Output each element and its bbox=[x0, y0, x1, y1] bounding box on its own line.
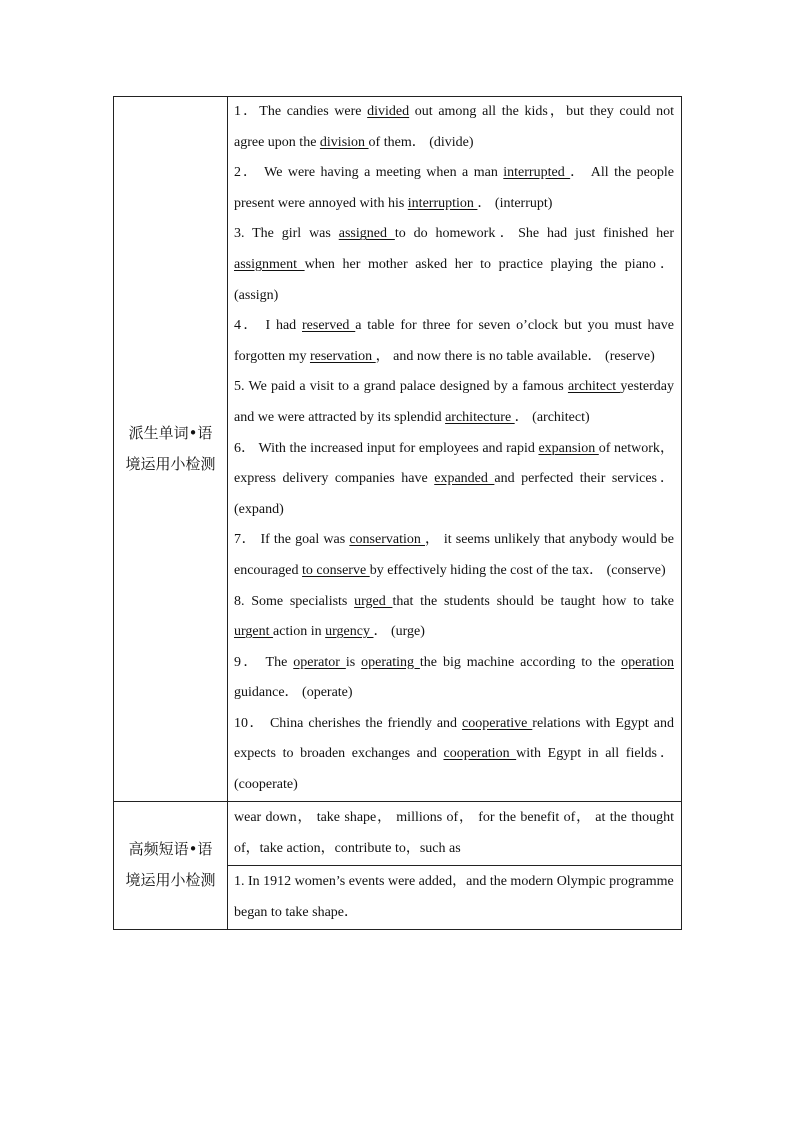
sentence-text: 7． If the goal was bbox=[234, 532, 350, 548]
answer-blank: take shape bbox=[285, 905, 345, 921]
answer-blank: urged bbox=[354, 593, 393, 609]
answer-blank: architecture bbox=[445, 409, 515, 425]
exercise-item bbox=[234, 709, 674, 801]
label-line: 境运用小检测 bbox=[125, 454, 216, 473]
answer-blank: conservation bbox=[349, 532, 426, 548]
sentence-text: the big machine according to the bbox=[419, 654, 622, 670]
answer-blank: cooperative bbox=[462, 715, 533, 731]
answer-blank: assigned bbox=[338, 226, 395, 242]
sentence-text: guidance． (operate) bbox=[234, 685, 353, 701]
sentence-text: 6． With the increased input for employees and rapid bbox=[234, 440, 539, 456]
sentence-text: 8. Some specialists bbox=[234, 593, 355, 609]
phrase-bank bbox=[228, 801, 682, 865]
label-line: 派生单词•语 bbox=[128, 423, 213, 442]
label-line: 境运用小检测 bbox=[125, 871, 216, 890]
exercise-item bbox=[234, 434, 674, 526]
sentence-text: of them． (divide) bbox=[368, 134, 474, 150]
exercise-item bbox=[234, 587, 674, 648]
answer-blank: division bbox=[319, 134, 369, 150]
section-label-derived-words bbox=[114, 97, 228, 802]
exercise-item bbox=[234, 97, 674, 158]
answer-blank: operator bbox=[293, 654, 346, 670]
sentence-text: ． All the people present were annoyed with his bbox=[234, 165, 674, 211]
sentence-text: when her mother asked her to practice playing the piano． (assign) bbox=[234, 256, 674, 303]
sentence-text: relations with Egypt and expects to broaden exchanges and bbox=[234, 715, 674, 762]
sentence-text: out among all the kids，but they could not agree upon the bbox=[234, 104, 674, 150]
sentence-text: that the students should be taught how to take bbox=[392, 593, 675, 609]
answer-blank: expanded bbox=[434, 471, 495, 487]
sentence-text: ， and now there is no table available． (reserve) bbox=[375, 348, 655, 364]
answer-blank: urgency bbox=[325, 624, 374, 640]
sentence-text: and perfected their services． (expand) bbox=[234, 471, 675, 517]
exercise-item bbox=[234, 372, 674, 433]
answer-blank: architect bbox=[567, 379, 621, 395]
sentence-text: yesterday and we were attracted by its splendid bbox=[234, 379, 675, 425]
answer-blank: expansion bbox=[538, 440, 599, 456]
sentence-text: ． (architect) bbox=[514, 409, 590, 425]
sentence-text: ． (urge) bbox=[373, 624, 425, 640]
sentence-text: action in bbox=[273, 624, 326, 640]
answer-blank: interrupted bbox=[503, 165, 571, 181]
answer-blank: operation bbox=[621, 654, 674, 670]
sentence-text: ． bbox=[344, 905, 359, 921]
exercise-item bbox=[234, 648, 674, 709]
exercise-item bbox=[234, 158, 674, 219]
exercise-item bbox=[234, 219, 674, 311]
sentence-text: is bbox=[345, 654, 362, 670]
answer-blank: operating bbox=[361, 654, 420, 670]
answer-blank: reserved bbox=[302, 318, 356, 334]
sentence-text: 4． I had bbox=[234, 318, 303, 334]
exercise-item bbox=[234, 525, 674, 586]
sentence-text: 3. The girl was bbox=[234, 226, 339, 242]
phrase-list: wear down， take shape， millions of， for the benefit of， at the thought of，take action，contribute to，such as bbox=[234, 809, 674, 857]
sentence-text: 5. We paid a visit to a grand palace designed by a famous bbox=[234, 379, 568, 395]
sentence-text: of network， express delivery companies have bbox=[234, 440, 674, 487]
section-label-phrases bbox=[114, 801, 228, 929]
sentence-text: 10． China cherishes the friendly and bbox=[234, 715, 463, 731]
sentence-text: 1. In 1912 women’s events were added，and the modern Olympic programme began to bbox=[234, 873, 674, 921]
answer-blank: divided bbox=[367, 104, 410, 119]
section-phrases bbox=[114, 801, 682, 865]
sentence-text: ． (interrupt) bbox=[477, 195, 553, 211]
answer-blank: to conserve bbox=[302, 562, 370, 578]
label-line: 高频短语•语 bbox=[128, 840, 213, 859]
sentence-text: to do homework．She had just finished her bbox=[394, 226, 675, 242]
section-derived-words bbox=[114, 97, 682, 802]
example-sentence bbox=[234, 866, 674, 929]
sentence-text: ， it seems unlikely that anybody would be encouraged bbox=[234, 532, 675, 578]
sentence-text: a table for three for seven o’clock but you must have forgotten my bbox=[234, 318, 674, 364]
answer-blank: reservation bbox=[309, 348, 376, 364]
sentence-text: 9． The bbox=[234, 654, 294, 670]
sentence-text: 2． We were having a meeting when a man bbox=[234, 165, 504, 181]
phrase-example bbox=[228, 865, 682, 929]
sentence-text: with Egypt in all fields． (cooperate) bbox=[234, 746, 674, 793]
answer-blank: interruption bbox=[407, 195, 478, 211]
answer-blank: urgent bbox=[234, 624, 274, 640]
sentence-text: by effectively hiding the cost of the tax． (conserve) bbox=[369, 562, 666, 578]
answer-blank: cooperation bbox=[443, 746, 517, 762]
answer-blank: assignment bbox=[234, 256, 305, 272]
worksheet-table bbox=[113, 96, 682, 930]
exercise-list bbox=[228, 97, 682, 802]
sentence-text: 1．The candies were bbox=[234, 104, 368, 119]
exercise-item bbox=[234, 311, 674, 372]
